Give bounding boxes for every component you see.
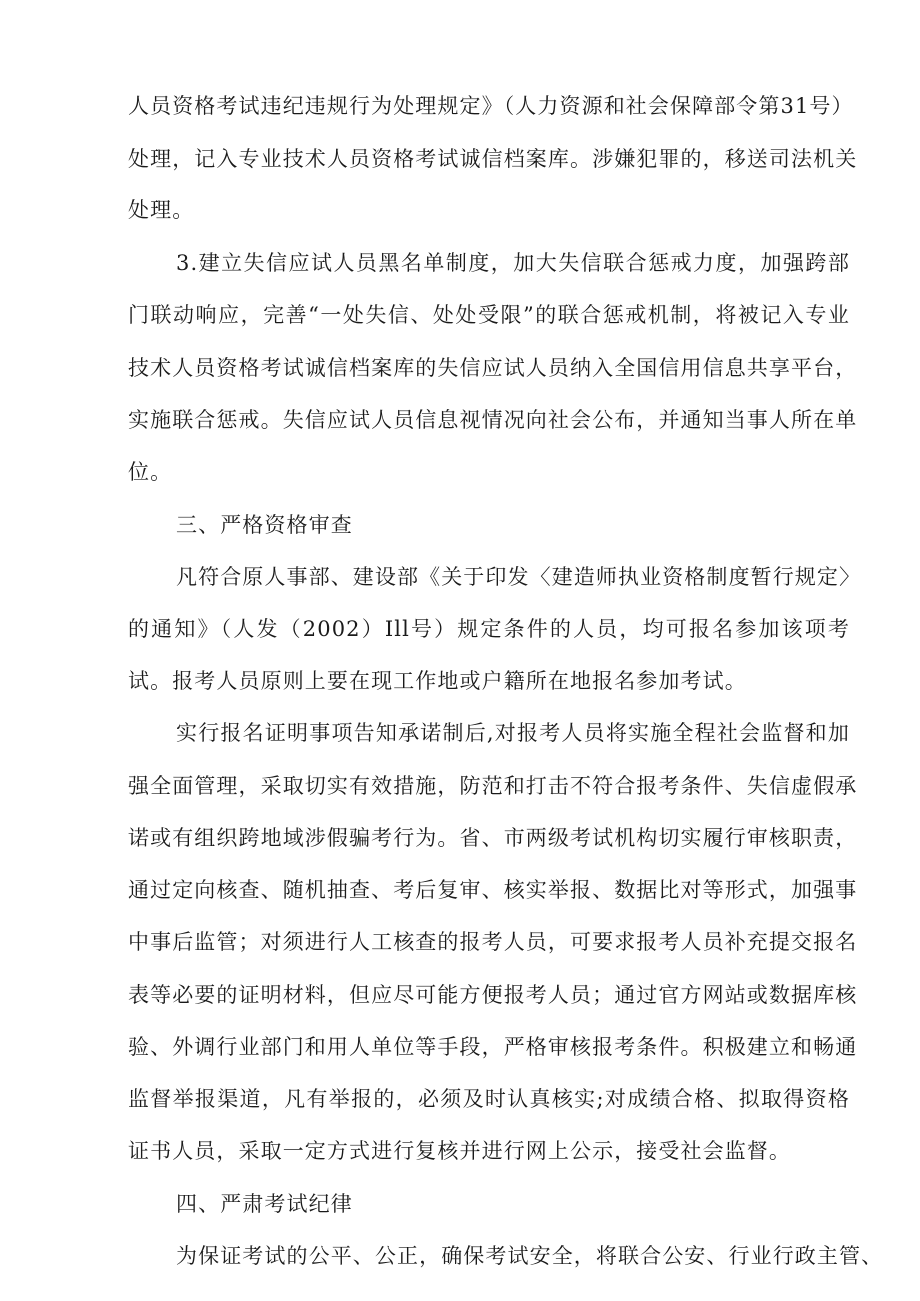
paragraph-line: 证书人员，采取一定方式进行复核并进行网上公示，接受社会监督。: [128, 1139, 791, 1163]
paragraph-line: 处理。: [128, 198, 195, 222]
paragraph-line: 门联动响应，完善“一处失信、处处受限”的联合惩戒机制，将被记入专业: [128, 303, 850, 327]
section-heading: 四、严肃考试纪律: [176, 1192, 353, 1216]
paragraph-line: 诺或有组织跨地域涉假骗考行为。省、市两级考试机构切实履行审核职责，: [128, 826, 858, 850]
paragraph-line: 强全面管理，采取切实有效措施，防范和打击不符合报考条件、失信虚假承: [128, 774, 858, 798]
paragraph-line: 处理，记入专业技术人员资格考试诚信档案库。涉嫌犯罪的，移送司法机关: [128, 147, 858, 171]
section-heading: 三、严格资格审查: [176, 513, 353, 537]
paragraph-line: 的通知》（人发（2002）Ill号）规定条件的人员，均可报名参加该项考: [128, 617, 850, 641]
paragraph-line: 实行报名证明事项告知承诺制后,对报考人员将实施全程社会监督和加: [176, 721, 850, 745]
paragraph-line: 3.建立失信应试人员黑名单制度，加大失信联合惩戒力度，加强跨部: [176, 251, 850, 275]
paragraph-line: 验、外调行业部门和用人单位等手段，严格审核报考条件。积极建立和畅通: [128, 1035, 858, 1059]
paragraph-line: 监督举报渠道，凡有举报的，必须及时认真核实;对成绩合格、拟取得资格: [128, 1087, 850, 1111]
paragraph-line: 实施联合惩戒。失信应试人员信息视情况向社会公布，并通知当事人所在单: [128, 408, 858, 432]
paragraph-line: 技术人员资格考试诚信档案库的失信应试人员纳入全国信用信息共享平台，: [128, 356, 858, 380]
paragraph-line: 人员资格考试违纪违规行为处理规定》（人力资源和社会保障部令第31号）: [128, 94, 854, 118]
paragraph-line: 试。报考人员原则上要在现工作地或户籍所在地报名参加考试。: [128, 669, 747, 693]
paragraph-line: 通过定向核查、随机抽查、考后复审、核实举报、数据比对等形式，加强事: [128, 878, 858, 902]
paragraph-line: 中事后监管；对须进行人工核查的报考人员，可要求报考人员补充提交报名: [128, 930, 858, 954]
paragraph-line: 为保证考试的公平、公正，确保考试安全，将联合公安、行业行政主管、: [176, 1244, 884, 1268]
paragraph-line: 凡符合原人事部、建设部《关于印发〈建造师执业资格制度暂行规定〉: [176, 565, 862, 589]
paragraph-line: 位。: [128, 460, 173, 484]
paragraph-line: 表等必要的证明材料，但应尽可能方便报考人员；通过官方网站或数据库核: [128, 983, 858, 1007]
